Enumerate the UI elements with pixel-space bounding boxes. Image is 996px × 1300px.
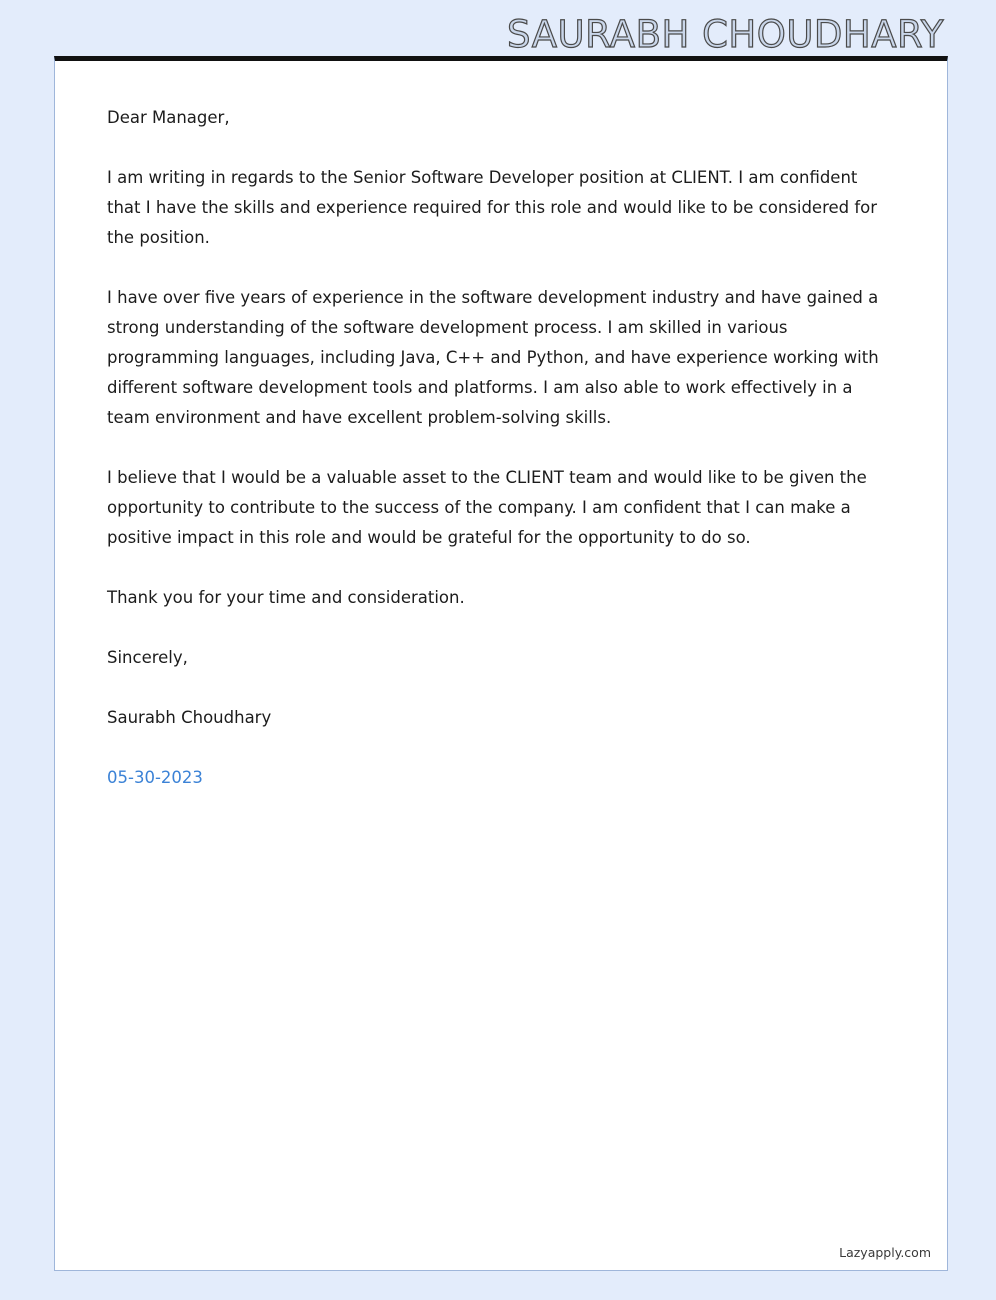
cover-letter-body bbox=[55, 61, 947, 793]
paragraph-4: Thank you for your time and consideration. bbox=[107, 588, 465, 607]
paragraph-1: I am writing in regards to the Senior Software Developer position at CLIENT. I am confident that I have the skills and experience required for this role and would like to be considered for the position. bbox=[107, 168, 878, 247]
document-header bbox=[8, 8, 988, 56]
salutation: Dear Manager, bbox=[107, 108, 230, 127]
footer-credit: Lazyapply.com bbox=[839, 1245, 931, 1260]
page-title: SAURABH CHOUDHARY bbox=[507, 13, 944, 56]
paragraph-2: I have over five years of experience in the software development industry and have gained a strong understanding of the software development process. I am skilled in various programming languages, including Java, C++ and Python, and have experience working with different software development tools and platforms. I am also able to work effectively in a team environment and have excellent problem-solving skills. bbox=[107, 288, 879, 427]
letter-sheet bbox=[54, 56, 948, 1271]
closing: Sincerely, bbox=[107, 648, 188, 667]
signature-name: Saurabh Choudhary bbox=[107, 708, 272, 727]
letter-date: 05-30-2023 bbox=[107, 768, 203, 787]
paragraph-3: I believe that I would be a valuable asset to the CLIENT team and would like to be given the opportunity to contribute to the success of the company. I am confident that I can make a positive impact in this role and would be grateful for the opportunity to do so. bbox=[107, 468, 867, 547]
document-frame bbox=[8, 8, 988, 1292]
